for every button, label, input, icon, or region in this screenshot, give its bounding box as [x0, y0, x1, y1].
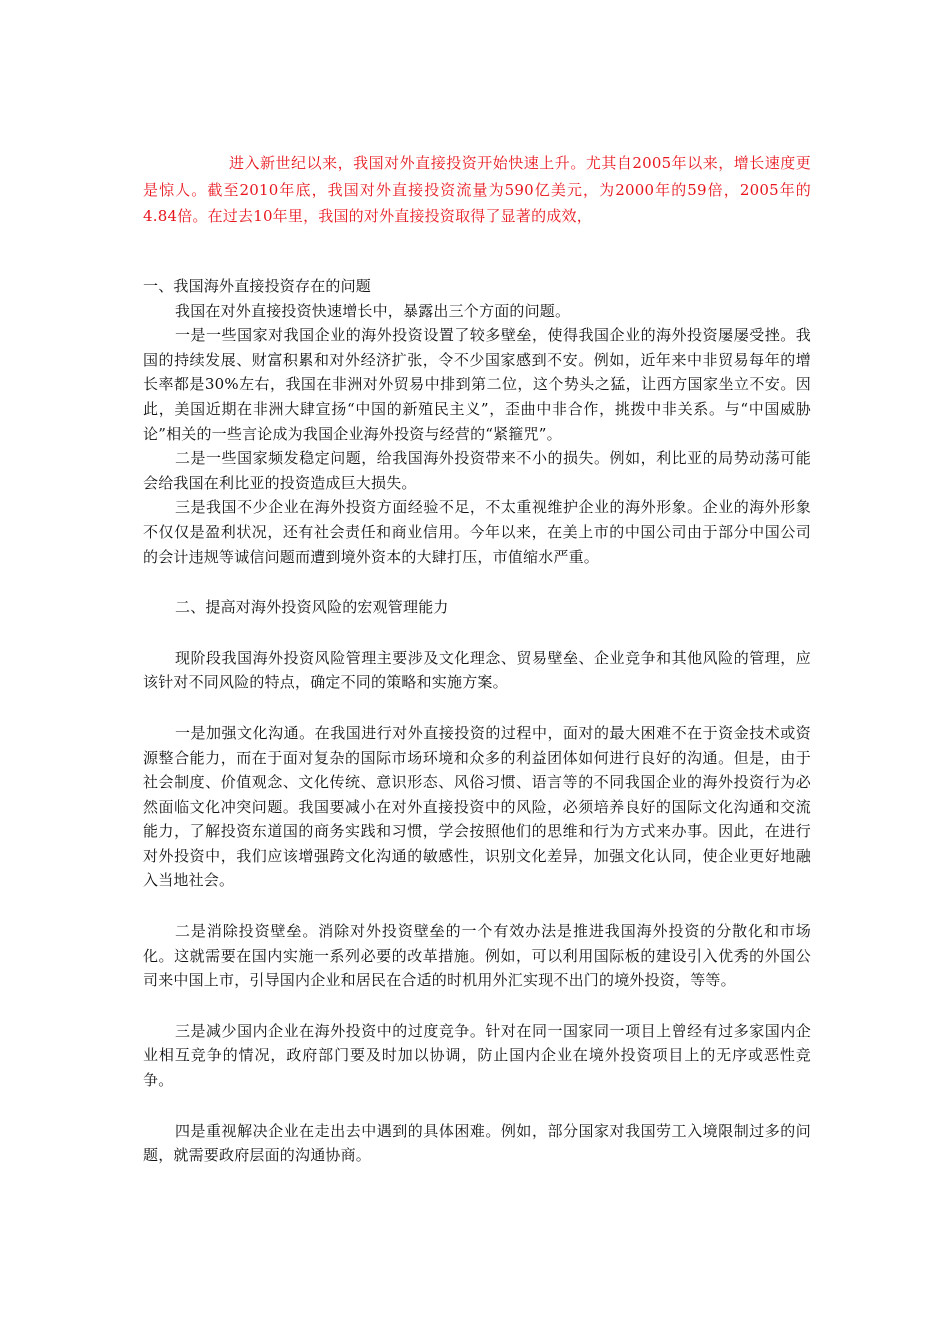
section2-heading: 二、提高对海外投资风险的宏观管理能力 [175, 598, 449, 617]
section1-paragraph: 我国在对外直接投资快速增长中，暴露出三个方面的问题。 [175, 301, 571, 320]
section2-paragraph: 二是消除投资壁垒。消除对外投资壁垒的一个有效办法是推进我国海外投资的分散化和市场化。这就需要在国内实施一系列必要的改革措施。例如，可以利用国际板的建设引入优秀的外国公司来中国上市，引导国内企业和居民在合适的时机用外汇实现不出门的境外投资，等等。 [143, 922, 811, 990]
section2-paragraph: 四是重视解决企业在走出去中遇到的具体困难。例如，部分国家对我国劳工入境限制过多的问题，就需要政府层面的沟通协商。 [143, 1121, 811, 1165]
section1-heading: 一、我国海外直接投资存在的问题 [143, 277, 372, 295]
section1-paragraph: 二是一些国家频发稳定问题，给我国海外投资带来不小的损失。例如，利比亚的局势动荡可能会给我国在利比亚的投资造成巨大损失。 [143, 449, 811, 492]
section2-paragraph: 一是加强文化沟通。在我国进行对外直接投资的过程中，面对的最大困难不在于资金技术或资源整合能力，而在于面对复杂的国际市场环境和众多的利益团体如何进行良好的沟通。但是，由于社会制度、价值观念、文化传统、意识形态、风俗习惯、语言等的不同我国企业的海外投资行为必然面临文化冲突问题。我国要减小在对外直接投资中的风险，必须培养良好的国际文化沟通和交流能力，了解投资东道国的商务实践和习惯，学会按照他们的思维和行为方式来办事。因此，在进行对外投资中，我们应该增强跨文化沟通的敏感性，识别文化差异，加强文化认同，使企业更好地融入当地社会。 [143, 723, 811, 890]
section1-paragraph: 一是一些国家对我国企业的海外投资设置了较多壁垒，使得我国企业的海外投资屡屡受挫。我国的持续发展、财富积累和对外经济扩张，令不少国家感到不安。例如，近年来中非贸易每年的增长率都是30%左右，我国在非洲对外贸易中排到第二位，这个势头之猛，让西方国家坐立不安。因此，美国近期在非洲大肆宣扬“中国的新殖民主义”，歪曲中非合作，挑拨中非关系。与“中国威胁论”相关的一些言论成为我国企业海外投资与经营的“紧箍咒”。 [143, 326, 811, 443]
document-body [143, 274, 811, 1168]
section2-paragraph: 现阶段我国海外投资风险管理主要涉及文化理念、贸易壁垒、企业竞争和其他风险的管理，应该针对不同风险的特点，确定不同的策略和实施方案。 [143, 648, 811, 692]
intro-paragraph: 进入新世纪以来，我国对外直接投资开始快速上升。尤其自2005年以来，增长速度更是惊人。截至2010年底，我国对外直接投资流量为590亿美元，为2000年的59倍，2005年的4.84倍。在过去10年里，我国的对外直接投资取得了显著的成效， [143, 154, 811, 225]
section1-paragraph: 三是我国不少企业在海外投资方面经验不足，不太重视维护企业的海外形象。企业的海外形象不仅仅是盈利状况，还有社会责任和商业信用。今年以来，在美上市的中国公司由于部分中国公司的会计违规等诚信问题而遭到境外资本的大肆打压，市值缩水严重。 [143, 498, 811, 566]
section2-paragraph: 三是减少国内企业在海外投资中的过度竞争。针对在同一国家同一项目上曾经有过多家国内企业相互竞争的情况，政府部门要及时加以协调，防止国内企业在境外投资项目上的无序或恶性竞争。 [143, 1021, 811, 1090]
